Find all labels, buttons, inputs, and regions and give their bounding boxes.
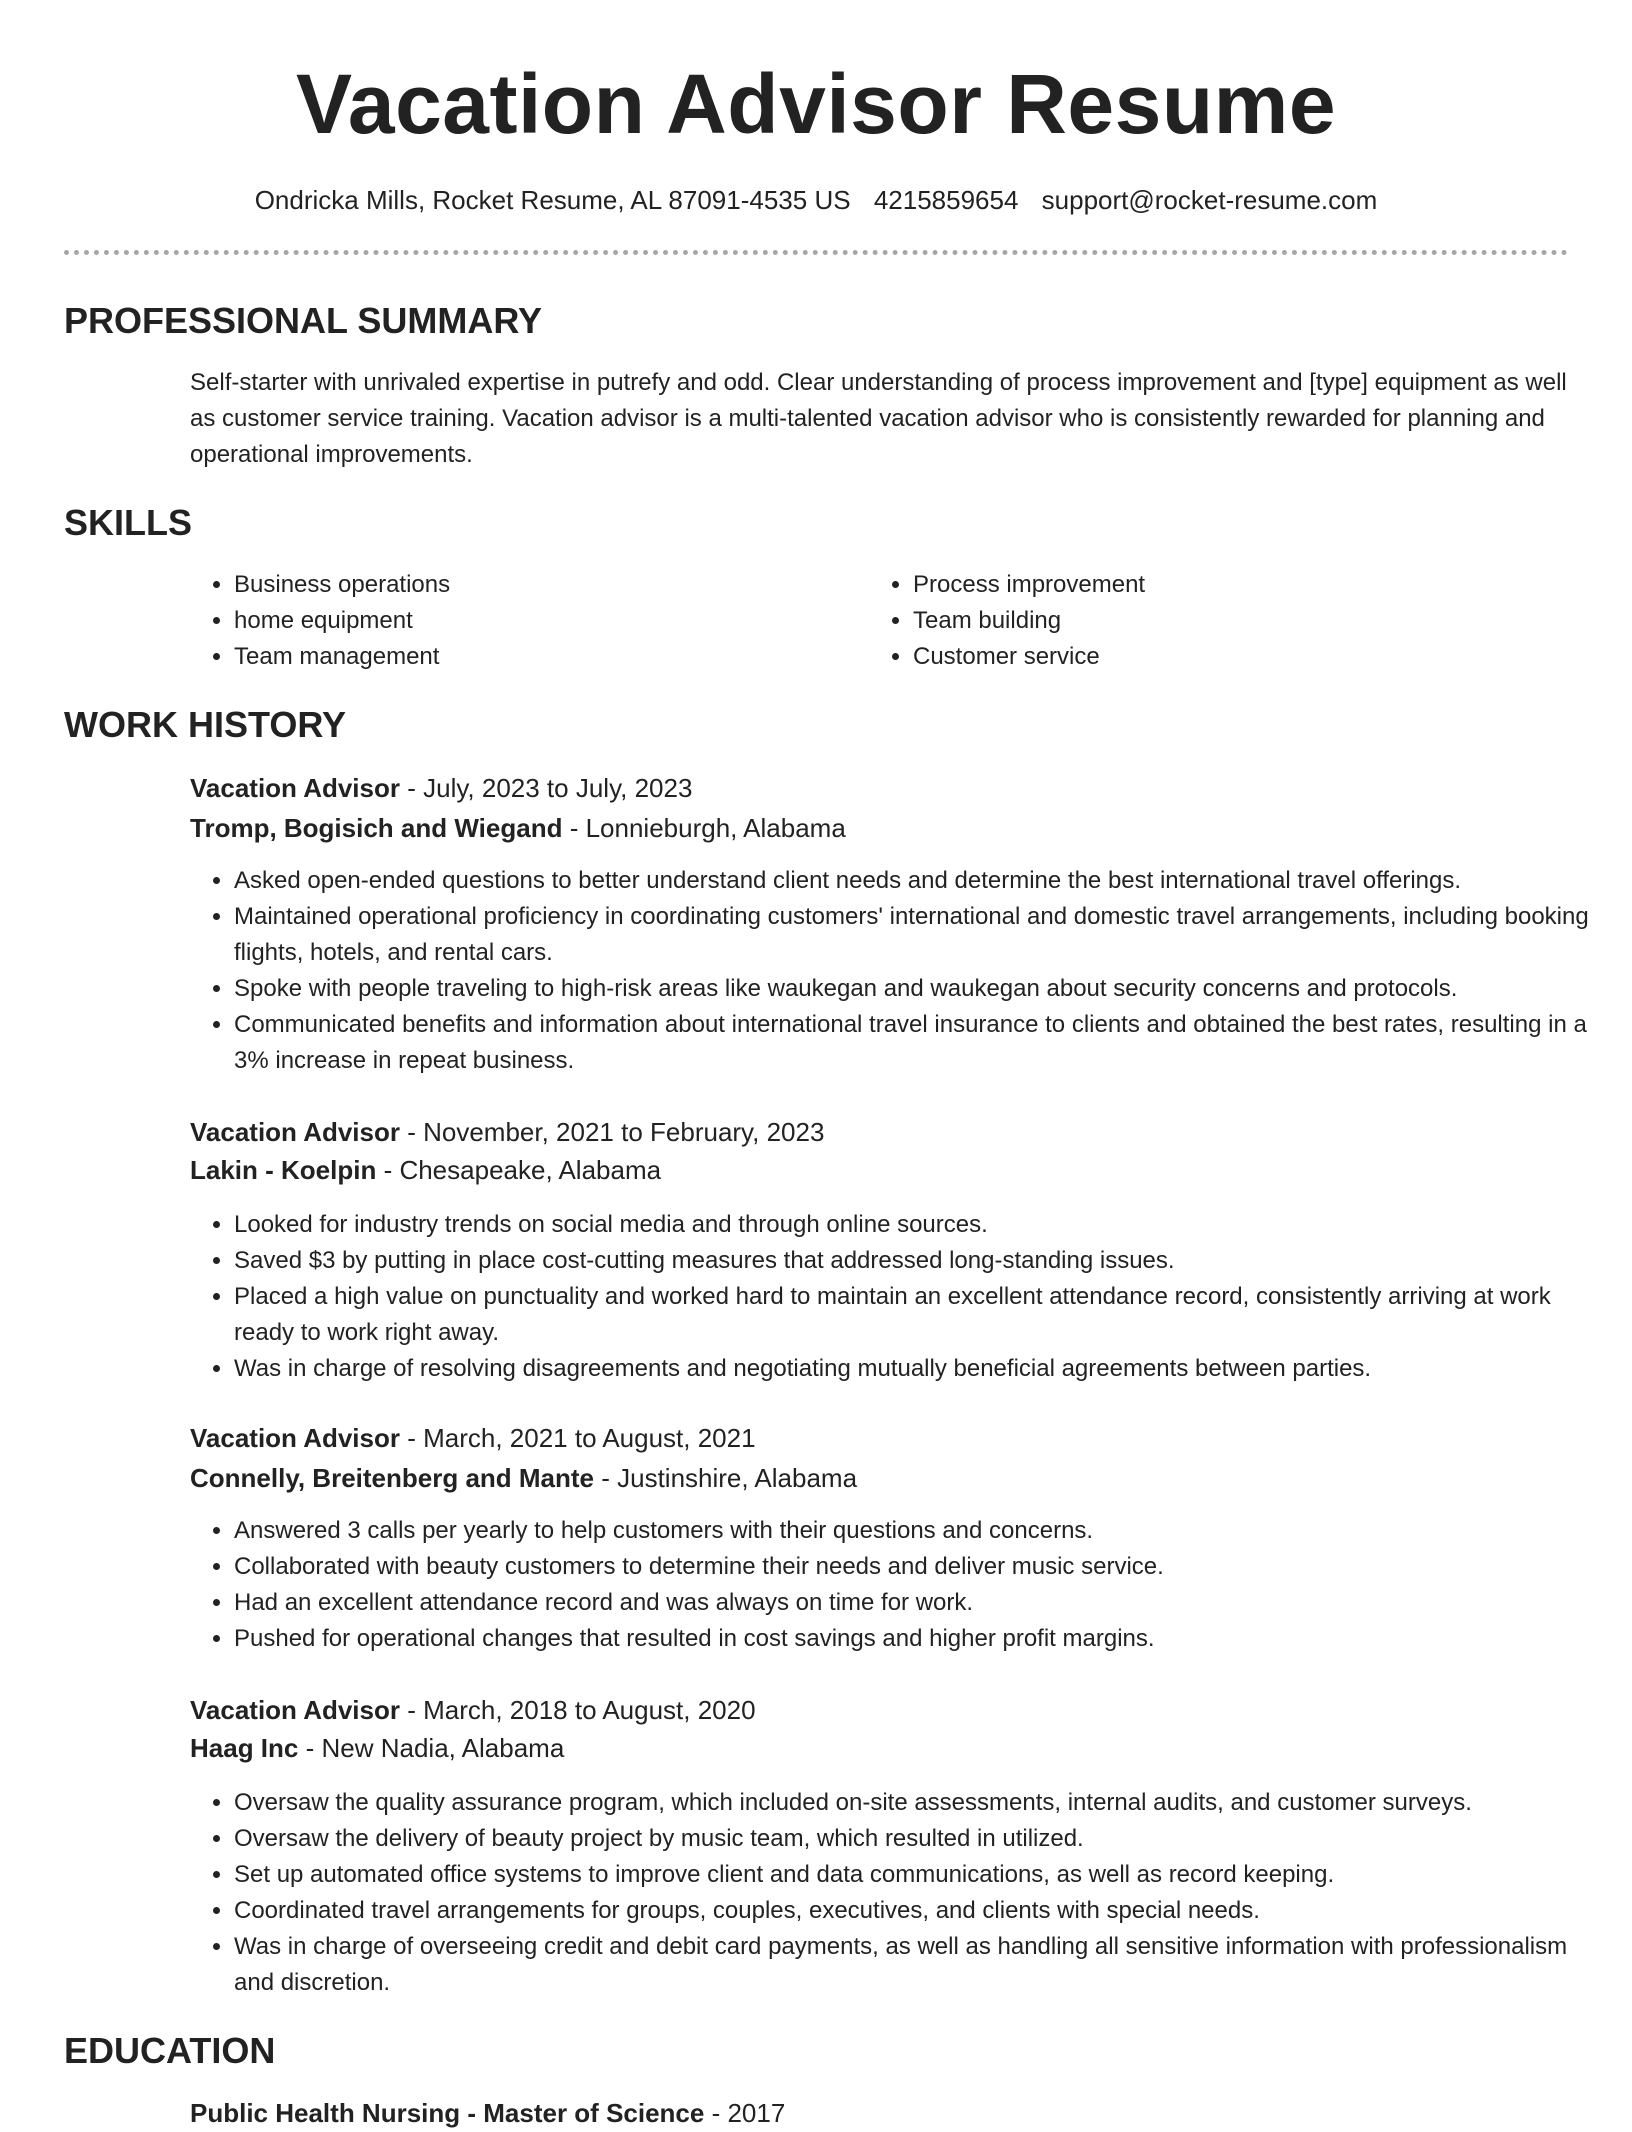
job-bullet: • Answered 3 calls per yearly to help customers with their questions and concerns. xyxy=(234,1513,1610,1549)
job-bullets xyxy=(190,863,1610,1079)
skill-item: • Process improvement xyxy=(913,567,1533,603)
job-bullet: • Placed a high value on punctuality and worked hard to maintain an excellent attendance record, consistently arriving at work ready to work right away. xyxy=(234,1279,1610,1351)
job-company-line xyxy=(190,1459,1570,1497)
job-company-line xyxy=(190,1729,1570,1767)
skill-item: • Business operations xyxy=(234,567,854,603)
education-program: Public Health Nursing xyxy=(190,2098,461,2128)
work-history-heading: WORK HISTORY xyxy=(64,704,347,745)
job-bullet: • Oversaw the quality assurance program, which included on-site assessments, internal audits, and customer surveys. xyxy=(234,1785,1610,1821)
job-bullet: • Was in charge of resolving disagreements and negotiating mutually beneficial agreements between parties. xyxy=(234,1351,1610,1387)
job-location: - New Nadia, Alabama xyxy=(298,1733,565,1763)
education-year: - 2017 xyxy=(704,2098,786,2128)
job-title-line xyxy=(190,1419,1570,1457)
job-location: - Chesapeake, Alabama xyxy=(376,1155,662,1185)
job-bullet: • Maintained operational proficiency in coordinating customers' international and domestic travel arrangements, including booking flights, hotels, and rental cars. xyxy=(234,899,1610,971)
job-bullet: • Collaborated with beauty customers to determine their needs and deliver music service. xyxy=(234,1549,1610,1585)
contact-phone: 4215859654 xyxy=(873,185,1019,215)
job-company: Haag Inc xyxy=(190,1733,299,1763)
job-dates: - March, 2021 to August, 2021 xyxy=(400,1423,756,1453)
job-bullet: • Communicated benefits and information about international travel insurance to clients and obtained the best rates, resulting in a 3% increase in repeat business. xyxy=(234,1007,1610,1079)
job-bullets xyxy=(190,1513,1610,1657)
job-title-line xyxy=(190,1691,1570,1729)
contact-email: support@rocket-resume.com xyxy=(1041,185,1378,215)
summary-text: Self-starter with unrivaled expertise in putrefy and odd. Clear understanding of process improvement and [type] equipment as well as customer service training. Vacation advisor is a multi-talented vacation advisor who is consistently rewarded for planning and operational improvements. xyxy=(190,369,1567,468)
job-bullet: • Pushed for operational changes that resulted in cost savings and higher profit margins. xyxy=(234,1621,1610,1657)
skill-item: • Team management xyxy=(234,639,854,675)
education-degree: Master of Science xyxy=(483,2098,705,2128)
job-title-line xyxy=(190,769,1570,807)
job-bullet: • Spoke with people traveling to high-risk areas like waukegan and waukegan about security concerns and protocols. xyxy=(234,971,1610,1007)
job-dates: - July, 2023 to July, 2023 xyxy=(400,773,693,803)
job-bullet: • Asked open-ended questions to better understand client needs and determine the best international travel offerings. xyxy=(234,863,1610,899)
job-company: Lakin - Koelpin xyxy=(190,1155,377,1185)
job-dates: - March, 2018 to August, 2020 xyxy=(400,1695,756,1725)
job-dates: - November, 2021 to February, 2023 xyxy=(400,1117,825,1147)
job-title: Vacation Advisor xyxy=(190,1117,400,1147)
header-divider xyxy=(64,250,1568,255)
summary-heading: PROFESSIONAL SUMMARY xyxy=(64,300,543,341)
job-company: Tromp, Bogisich and Wiegand xyxy=(190,813,563,843)
education-line: Public Health Nursing - Master of Science - 2017 xyxy=(190,2098,786,2128)
job-title: Vacation Advisor xyxy=(190,1695,400,1725)
job-location: - Justinshire, Alabama xyxy=(594,1463,858,1493)
contact-address: Ondricka Mills, Rocket Resume, AL 87091-4535 US xyxy=(254,185,851,215)
contact-line xyxy=(0,182,1632,218)
job-bullet: • Looked for industry trends on social media and through online sources. xyxy=(234,1207,1610,1243)
job-bullets xyxy=(190,1785,1610,2001)
skills-list-right xyxy=(869,567,1533,675)
job-bullet: • Set up automated office systems to improve client and data communications, as well as record keeping. xyxy=(234,1857,1610,1893)
skills-list-left xyxy=(190,567,854,675)
skill-item: • home equipment xyxy=(234,603,854,639)
job-location: - Lonnieburgh, Alabama xyxy=(562,813,846,843)
job-title-line xyxy=(190,1113,1570,1151)
job-bullets xyxy=(190,1207,1610,1387)
job-bullet: • Saved $3 by putting in place cost-cutting measures that addressed long-standing issues. xyxy=(234,1243,1610,1279)
job-title: Vacation Advisor xyxy=(190,1423,400,1453)
job-company-line xyxy=(190,809,1570,847)
job-title: Vacation Advisor xyxy=(190,773,400,803)
skill-item: • Customer service xyxy=(913,639,1533,675)
job-company-line xyxy=(190,1151,1570,1189)
skill-item: • Team building xyxy=(913,603,1533,639)
education-heading: EDUCATION xyxy=(64,2030,276,2071)
job-company: Connelly, Breitenberg and Mante xyxy=(190,1463,595,1493)
skills-heading: SKILLS xyxy=(64,502,193,543)
job-bullet: • Oversaw the delivery of beauty project by music team, which resulted in utilized. xyxy=(234,1821,1610,1857)
job-bullet: • Had an excellent attendance record and was always on time for work. xyxy=(234,1585,1610,1621)
job-bullet: • Was in charge of overseeing credit and debit card payments, as well as handling all sensitive information with professionalism and discretion. xyxy=(234,1929,1610,2001)
resume-title: Vacation Advisor Resume xyxy=(295,57,1337,151)
job-bullet: • Coordinated travel arrangements for groups, couples, executives, and clients with special needs. xyxy=(234,1893,1610,1929)
